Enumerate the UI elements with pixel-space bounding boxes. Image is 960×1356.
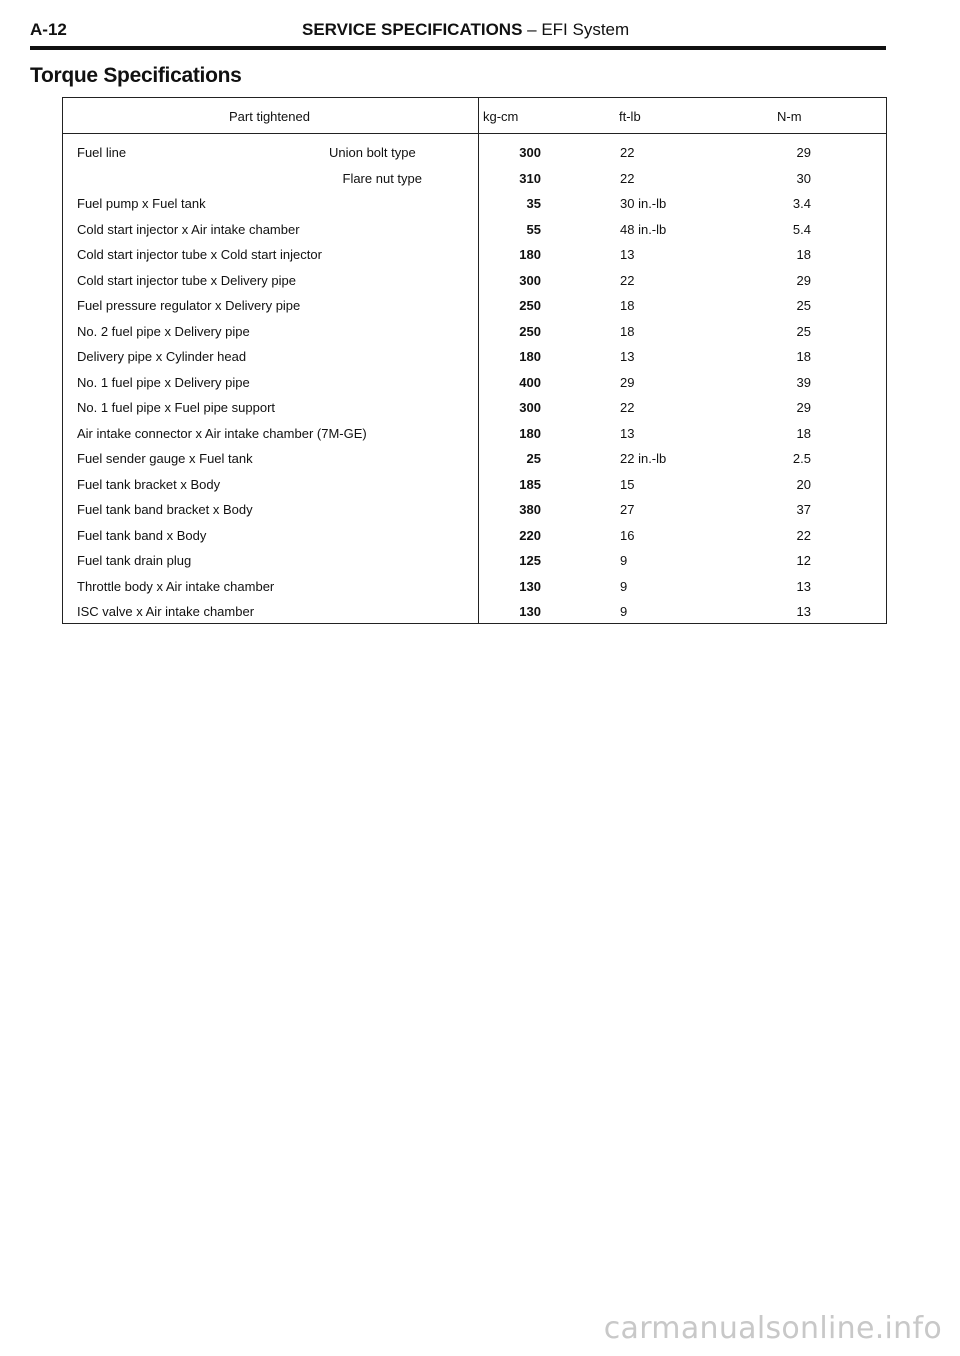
table-row bbox=[63, 550, 886, 576]
ftlb-cell: 13 bbox=[620, 349, 635, 364]
section-title-bold: SERVICE SPECIFICATIONS bbox=[302, 20, 523, 39]
kgcm-cell: 380 bbox=[519, 502, 541, 517]
kgcm-cell: 250 bbox=[519, 323, 541, 339]
part-cell: No. 2 fuel pipe x Delivery pipe bbox=[77, 323, 250, 339]
ftlb-cell: 22 in.-lb bbox=[620, 451, 667, 466]
ftlb-cell: 18 bbox=[620, 323, 635, 339]
kgcm-cell: 55 bbox=[526, 221, 541, 237]
part-cell: Cold start injector x Air intake chamber bbox=[77, 221, 300, 237]
part-cell: Fuel line bbox=[77, 145, 127, 160]
part-cell: Fuel tank drain plug bbox=[77, 553, 192, 568]
table-row bbox=[63, 499, 886, 525]
kgcm-cell: 125 bbox=[519, 553, 541, 568]
kgcm-cell: 220 bbox=[519, 527, 541, 543]
ftlb-cell: 22 bbox=[620, 170, 635, 186]
kgcm-cell: 250 bbox=[519, 298, 541, 313]
table-row bbox=[63, 193, 886, 219]
ftlb-cell: 48 in.-lb bbox=[620, 221, 667, 237]
table-row bbox=[63, 346, 886, 372]
nm-cell: 30 bbox=[796, 170, 811, 186]
kgcm-cell: 130 bbox=[519, 578, 541, 594]
column-header-ftlb: ft-lb bbox=[619, 109, 641, 124]
part-cell: Air intake connector x Air intake chamber (7M-GE) bbox=[77, 425, 367, 441]
table-row bbox=[63, 423, 886, 449]
column-header-nm: N-m bbox=[777, 109, 802, 124]
kgcm-cell: 180 bbox=[519, 349, 541, 364]
type-cell: Union bolt type bbox=[329, 145, 416, 160]
section-title-rest: – EFI System bbox=[522, 20, 630, 39]
part-cell: Fuel tank bracket x Body bbox=[77, 476, 221, 492]
table-body bbox=[63, 142, 886, 627]
nm-cell: 37 bbox=[796, 502, 811, 517]
table-row bbox=[63, 270, 886, 296]
nm-cell: 12 bbox=[796, 553, 811, 568]
page-number: A-12 bbox=[30, 20, 67, 39]
nm-cell: 25 bbox=[796, 323, 811, 339]
part-cell: Fuel pump x Fuel tank bbox=[77, 196, 206, 211]
part-cell: Fuel tank band bracket x Body bbox=[77, 502, 253, 517]
table-row bbox=[63, 142, 886, 168]
torque-table bbox=[62, 97, 887, 624]
section-title bbox=[302, 20, 629, 40]
table-row bbox=[63, 397, 886, 423]
header-divider bbox=[63, 133, 886, 134]
part-cell: Fuel pressure regulator x Delivery pipe bbox=[77, 298, 301, 313]
nm-cell: 13 bbox=[796, 578, 811, 594]
ftlb-cell: 15 bbox=[620, 476, 635, 492]
kgcm-cell: 25 bbox=[526, 451, 541, 466]
ftlb-cell: 9 bbox=[620, 604, 628, 619]
kgcm-cell: 130 bbox=[519, 604, 541, 619]
part-cell: No. 1 fuel pipe x Fuel pipe support bbox=[77, 400, 276, 415]
column-header-kgcm: kg-cm bbox=[483, 109, 519, 124]
nm-cell: 18 bbox=[796, 349, 811, 364]
nm-cell: 29 bbox=[796, 145, 811, 160]
part-cell: Delivery pipe x Cylinder head bbox=[77, 349, 247, 364]
kgcm-cell: 300 bbox=[519, 145, 541, 160]
ftlb-cell: 22 bbox=[620, 145, 635, 160]
table-row bbox=[63, 448, 886, 474]
table-row bbox=[63, 372, 886, 398]
ftlb-cell: 22 bbox=[620, 272, 635, 288]
nm-cell: 18 bbox=[796, 247, 811, 262]
nm-cell: 18 bbox=[796, 425, 811, 441]
page-title: Torque Specifications bbox=[30, 64, 242, 87]
kgcm-cell: 180 bbox=[519, 247, 541, 262]
table-row bbox=[63, 244, 886, 270]
nm-cell: 2.5 bbox=[792, 451, 811, 466]
part-cell: Fuel sender gauge x Fuel tank bbox=[77, 451, 253, 466]
kgcm-cell: 185 bbox=[519, 476, 541, 492]
kgcm-cell: 35 bbox=[526, 196, 541, 211]
ftlb-cell: 9 bbox=[620, 578, 628, 594]
ftlb-cell: 27 bbox=[620, 502, 635, 517]
kgcm-cell: 400 bbox=[519, 374, 541, 390]
ftlb-cell: 30 in.-lb bbox=[620, 196, 667, 211]
part-cell: Fuel tank band x Body bbox=[77, 527, 207, 543]
nm-cell: 3.4 bbox=[792, 196, 811, 211]
ftlb-cell: 9 bbox=[620, 553, 628, 568]
nm-cell: 20 bbox=[796, 476, 811, 492]
nm-cell: 25 bbox=[796, 298, 811, 313]
table-row bbox=[63, 168, 886, 194]
table-row bbox=[63, 295, 886, 321]
page-header bbox=[30, 16, 886, 50]
watermark: carmanualsonline.info bbox=[603, 1311, 942, 1346]
ftlb-cell: 13 bbox=[620, 425, 635, 441]
part-cell: Cold start injector tube x Cold start injector bbox=[77, 247, 322, 262]
part-cell: ISC valve x Air intake chamber bbox=[77, 604, 255, 619]
ftlb-cell: 13 bbox=[620, 247, 635, 262]
ftlb-cell: 18 bbox=[620, 298, 635, 313]
nm-cell: 13 bbox=[796, 604, 811, 619]
ftlb-cell: 22 bbox=[620, 400, 635, 415]
column-header-part: Part tightened bbox=[229, 109, 310, 124]
nm-cell: 5.4 bbox=[792, 221, 811, 237]
nm-cell: 29 bbox=[796, 272, 811, 288]
table-row bbox=[63, 601, 886, 627]
nm-cell: 22 bbox=[796, 527, 811, 543]
part-cell: Cold start injector tube x Delivery pipe bbox=[77, 272, 296, 288]
table-row bbox=[63, 576, 886, 602]
kgcm-cell: 310 bbox=[519, 170, 541, 186]
table-row bbox=[63, 321, 886, 347]
table-row bbox=[63, 474, 886, 500]
type-cell: Flare nut type bbox=[342, 170, 422, 186]
part-cell: Throttle body x Air intake chamber bbox=[77, 578, 275, 594]
kgcm-cell: 180 bbox=[519, 425, 541, 441]
kgcm-cell: 300 bbox=[519, 272, 541, 288]
ftlb-cell: 16 bbox=[620, 527, 635, 543]
table-row bbox=[63, 219, 886, 245]
part-cell: No. 1 fuel pipe x Delivery pipe bbox=[77, 374, 250, 390]
kgcm-cell: 300 bbox=[519, 400, 541, 415]
nm-cell: 29 bbox=[796, 400, 811, 415]
table-row bbox=[63, 525, 886, 551]
ftlb-cell: 29 bbox=[620, 374, 635, 390]
nm-cell: 39 bbox=[796, 374, 811, 390]
